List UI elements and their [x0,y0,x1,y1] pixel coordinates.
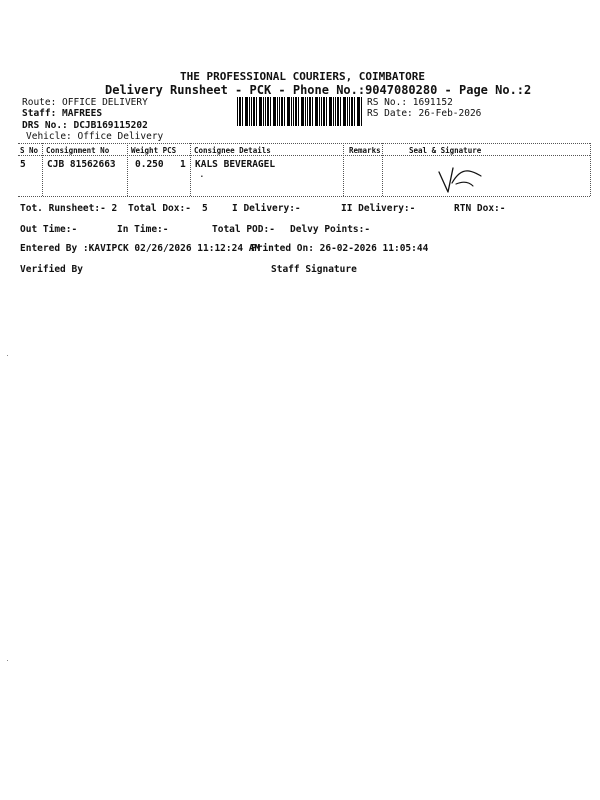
row-weight: 0.250 [135,159,164,170]
table-bottom-border [18,196,590,197]
row-consignee: KALS BEVERAGEL [195,159,276,170]
scan-speck [7,660,8,661]
row-consignee-line2: . [199,169,205,180]
in-time: In Time:- [117,224,169,235]
row-consignment-no: CJB 81562663 [47,159,116,170]
table-top-border [18,143,590,144]
table-header-border [18,155,590,156]
header-seal-signature: Seal & Signature [409,146,482,155]
i-delivery: I Delivery:- [232,203,301,214]
route-info: Route: OFFICE DELIVERY [22,97,148,108]
ii-delivery: II Delivery:- [341,203,416,214]
staff-info: Staff: MAFREES [22,108,103,119]
company-title: THE PROFESSIONAL COURIERS, COIMBATORE [180,70,426,83]
rs-date: RS Date: 26-Feb-2026 [367,108,482,119]
col-divider [42,143,43,196]
rs-number: RS No.: 1691152 [367,97,453,108]
total-dox-value: 5 [202,203,208,214]
col-divider [343,143,344,196]
drs-info: DRS No.: DCJB169115202 [22,120,148,131]
total-dox-label: Total Dox:- [128,203,191,214]
header-consignee: Consignee Details [194,146,271,155]
tot-runsheet: Tot. Runsheet:- 2 [20,203,118,214]
total-pod: Total POD:- [212,224,275,235]
verified-by: Verified By [20,264,83,275]
header-consignment: Consignment No [46,146,110,155]
delvy-points: Delvy Points:- [290,224,371,235]
col-divider [190,143,191,196]
col-divider [590,143,591,196]
entered-by: Entered By :KAVIPCK 02/26/2026 11:12:24 AM [20,243,261,254]
header-sno: S No [20,146,39,155]
out-time: Out Time:- [20,224,78,235]
scan-speck [7,355,8,356]
col-divider [382,143,383,196]
barcode-image [237,97,363,126]
header-weight-pcs: Weight PCS [131,146,177,155]
header-remarks: Remarks [349,146,381,155]
row-pcs: 1 [180,159,186,170]
col-divider [127,143,128,196]
vehicle-info: Vehicle: Office Delivery [26,131,164,142]
printed-on: Printed On: 26-02-2026 11:05:44 [251,243,429,254]
handwritten-signature [435,162,485,196]
rtn-dox: RTN Dox:- [454,203,506,214]
runsheet-subtitle: Delivery Runsheet - PCK - Phone No.:9047080280 - Page No.:2 [105,83,532,97]
row-sno: 5 [20,159,26,170]
staff-signature: Staff Signature [271,264,357,275]
